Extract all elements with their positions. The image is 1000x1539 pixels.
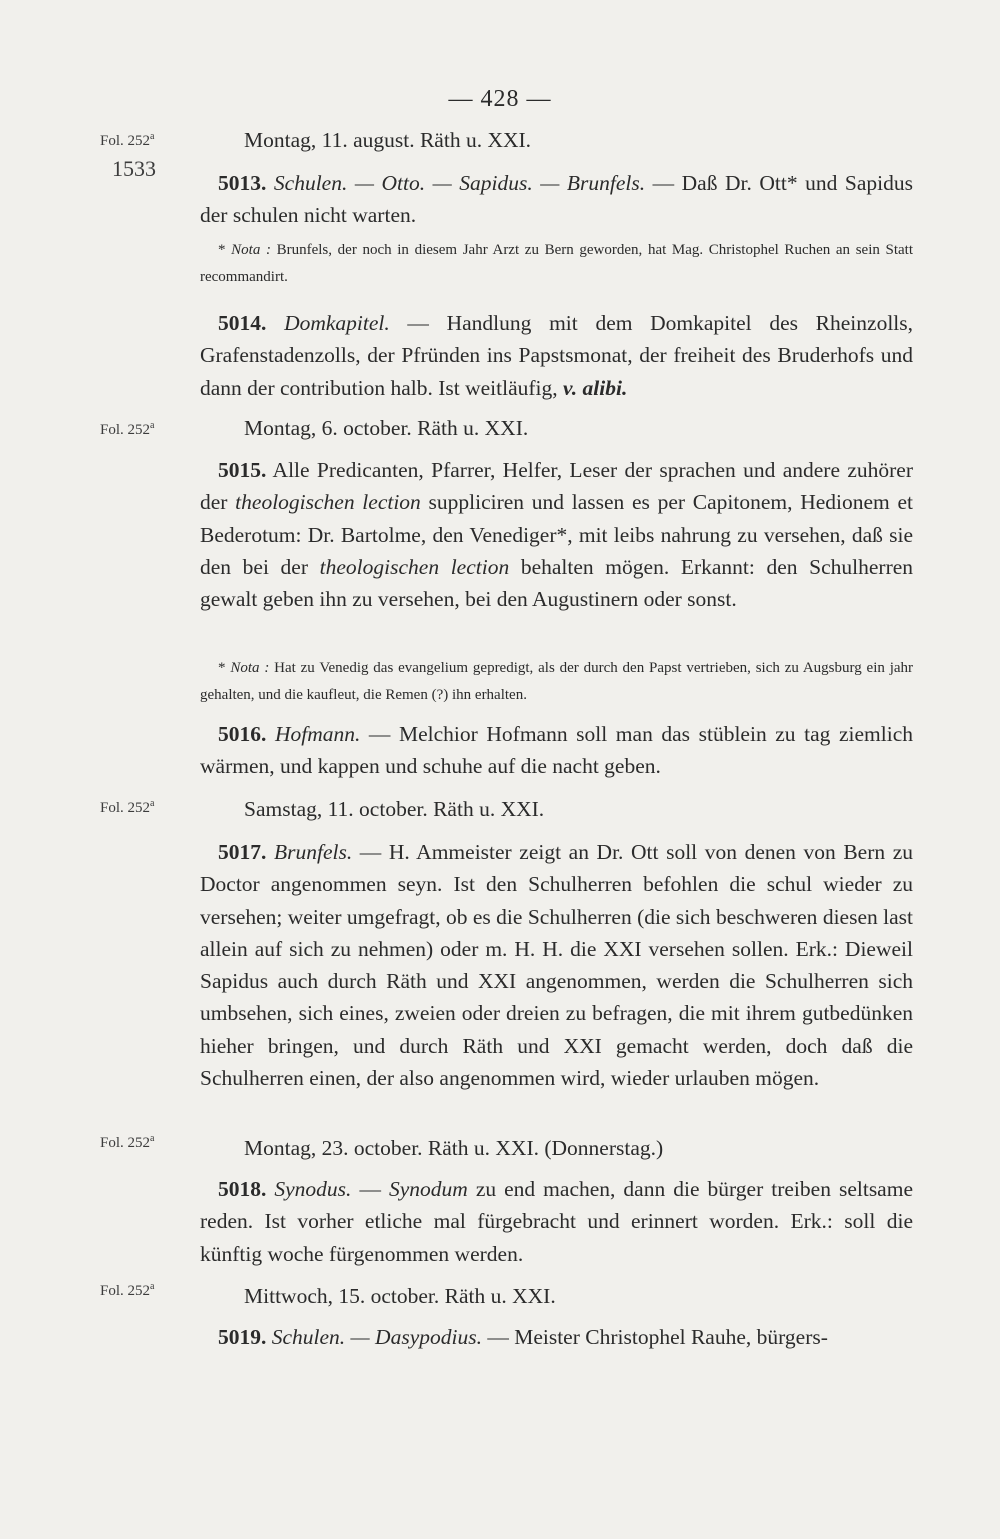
entry-text: Alle Predicanten, Pfarrer, Helfer, Leser der sprachen und andere zuhörer der — [200, 458, 913, 515]
entry-text: behalten mögen. Erkannt: den Schulherren gewalt geben ihn zu versehen, bei den Augustinern oder sonst. — [200, 554, 914, 612]
entry-5013 — [200, 167, 913, 232]
entry-text: — H. Ammeister zeigt an Dr. Ott soll von denen von Bern zu Doctor angenommen seyn. Ist den Schulherren befohlen die schul wieder zu versehen; weiter umgefragt, ob es die Schulherren (die sich beschweren diesen last allein auf sich zu nehmen) oder m. H. H. die XXI versehen sollen. Erk.: Dieweil Sapidus auch durch Räth und XXI angenommen, werden die Schulherren sich umbsehen, sich eines, zweien oder dreien zu befragen, die mit ihrem gutbedünken hieher bringen, und durch Räth und XXI gemacht werden, doch daß die Schulherren einen, der also angenommen wird, wieder urlauben mögen. — [200, 840, 914, 1091]
entry-topic: Synodum — [388, 1177, 468, 1201]
entry-number: 5014. — [218, 311, 267, 335]
session-date: Montag, 23. october. Räth u. XXI. (Donnerstag.) — [244, 1136, 664, 1160]
entry-5019 — [200, 1321, 913, 1353]
entry-text: — Melchior Hofmann soll man das stüblein zu tag ziemlich wärmen, und kappen und schuhe auf die nacht geben. — [200, 722, 913, 779]
note-text: Brunfels, der noch in diesem Jahr Arzt zu Bern geworden, hat Mag. Christophel Ruchen an sein Statt recommandirt. — [200, 242, 914, 285]
entry-5016 — [200, 718, 913, 783]
entry-text: — Meister Christophel Rauhe, bürgers- — [481, 1325, 828, 1349]
folio-label: Fol. 252$^a$ — [100, 420, 155, 438]
entry-number: 5016. — [218, 722, 267, 746]
session-date: Samstag, 11. october. Räth u. XXI. — [244, 797, 545, 821]
note-5013: * Nota : Brunfels, der noch in diesem Jahr Arzt zu Bern geworden, hat Mag. Christophel Ruchen an sein Statt recommandirt. — [200, 242, 914, 285]
entry-text: zu end machen, dann die bürger treiben seltsame reden. Ist vorher etliche mal fürgebracht und erinnert worden. Erk.: soll die künftig woche fürgenommen werden. — [200, 1177, 913, 1266]
entry-topic: Synodus. — [274, 1177, 352, 1201]
note-text: Hat zu Venedig das evangelium gepredigt, als der durch den Papst vertrieben, sich zu Augsburg ein jahr gehalten, und die kaufleut, die Remen (?) ihn erhalten. — [200, 660, 914, 703]
entry-number: 5018. — [218, 1177, 267, 1201]
entry-text: — — [351, 1177, 389, 1201]
entry-topic: Hofmann. — [274, 722, 361, 746]
entry-5015 — [200, 454, 913, 615]
entry-text: — Daß Dr. Ott* und Sapidus der schulen nicht warten. — [200, 171, 913, 228]
entry-alibi: v. alibi. — [563, 375, 628, 400]
session-date: Mittwoch, 15. october. Räth u. XXI. — [244, 1284, 556, 1308]
page-number: — 428 — — [448, 86, 552, 112]
folio-label: Fol. 252$^a$ — [100, 1281, 155, 1299]
entry-5018 — [200, 1173, 913, 1270]
entry-italic: theologischen lection — [319, 554, 510, 579]
note-label: Nota : — [230, 660, 270, 676]
entry-5017 — [200, 836, 913, 1094]
entry-number: 5019. — [218, 1325, 267, 1349]
entry-text: — Handlung mit dem Domkapitel des Rheinzolls, Grafenstadenzolls, der Pfründen ins Papstsmonat, der freiheit des Bruderhofs und dann der contribution halb. Ist weitläufig, — [200, 311, 914, 400]
session-date: Montag, 11. august. Räth u. XXI. — [244, 128, 532, 152]
year-label: 1533 — [112, 156, 156, 181]
entry-number: 5015. — [218, 458, 267, 482]
note-label: Nota : — [231, 242, 271, 258]
entry-topic: Schulen. — Dasypodius. — [271, 1325, 482, 1349]
entry-italic: theologischen lection — [235, 490, 421, 515]
entry-topic: Brunfels. — [273, 840, 353, 864]
note-5015: * Nota : Hat zu Venedig das evangelium gepredigt, als der durch den Papst vertrieben, sich zu Augsburg ein jahr gehalten, und die kaufleut, die Remen (?) ihn erhalten. — [200, 660, 914, 703]
session-date: Montag, 6. october. Räth u. XXI. — [244, 416, 529, 440]
entry-number: 5017. — [218, 840, 267, 864]
entry-topic: Domkapitel. — [284, 311, 390, 335]
entry-number: 5013. — [218, 171, 267, 195]
folio-label: Fol. 252$^a$ — [100, 1133, 155, 1151]
entry-topic: Schulen. — Otto. — Sapidus. — Brunfels. — [273, 171, 646, 195]
folio-label: Fol. 252$^a$ — [100, 131, 155, 149]
entry-5014 — [200, 307, 913, 404]
folio-label: Fol. 252$^a$ — [100, 798, 155, 816]
entry-text: suppliciren und lassen es per Capitonem, Hedionem et Bederotum: Dr. Bartolme, den Venediger*, mit leibs nahrung zu versehen, daß sie den bei der — [200, 490, 914, 579]
